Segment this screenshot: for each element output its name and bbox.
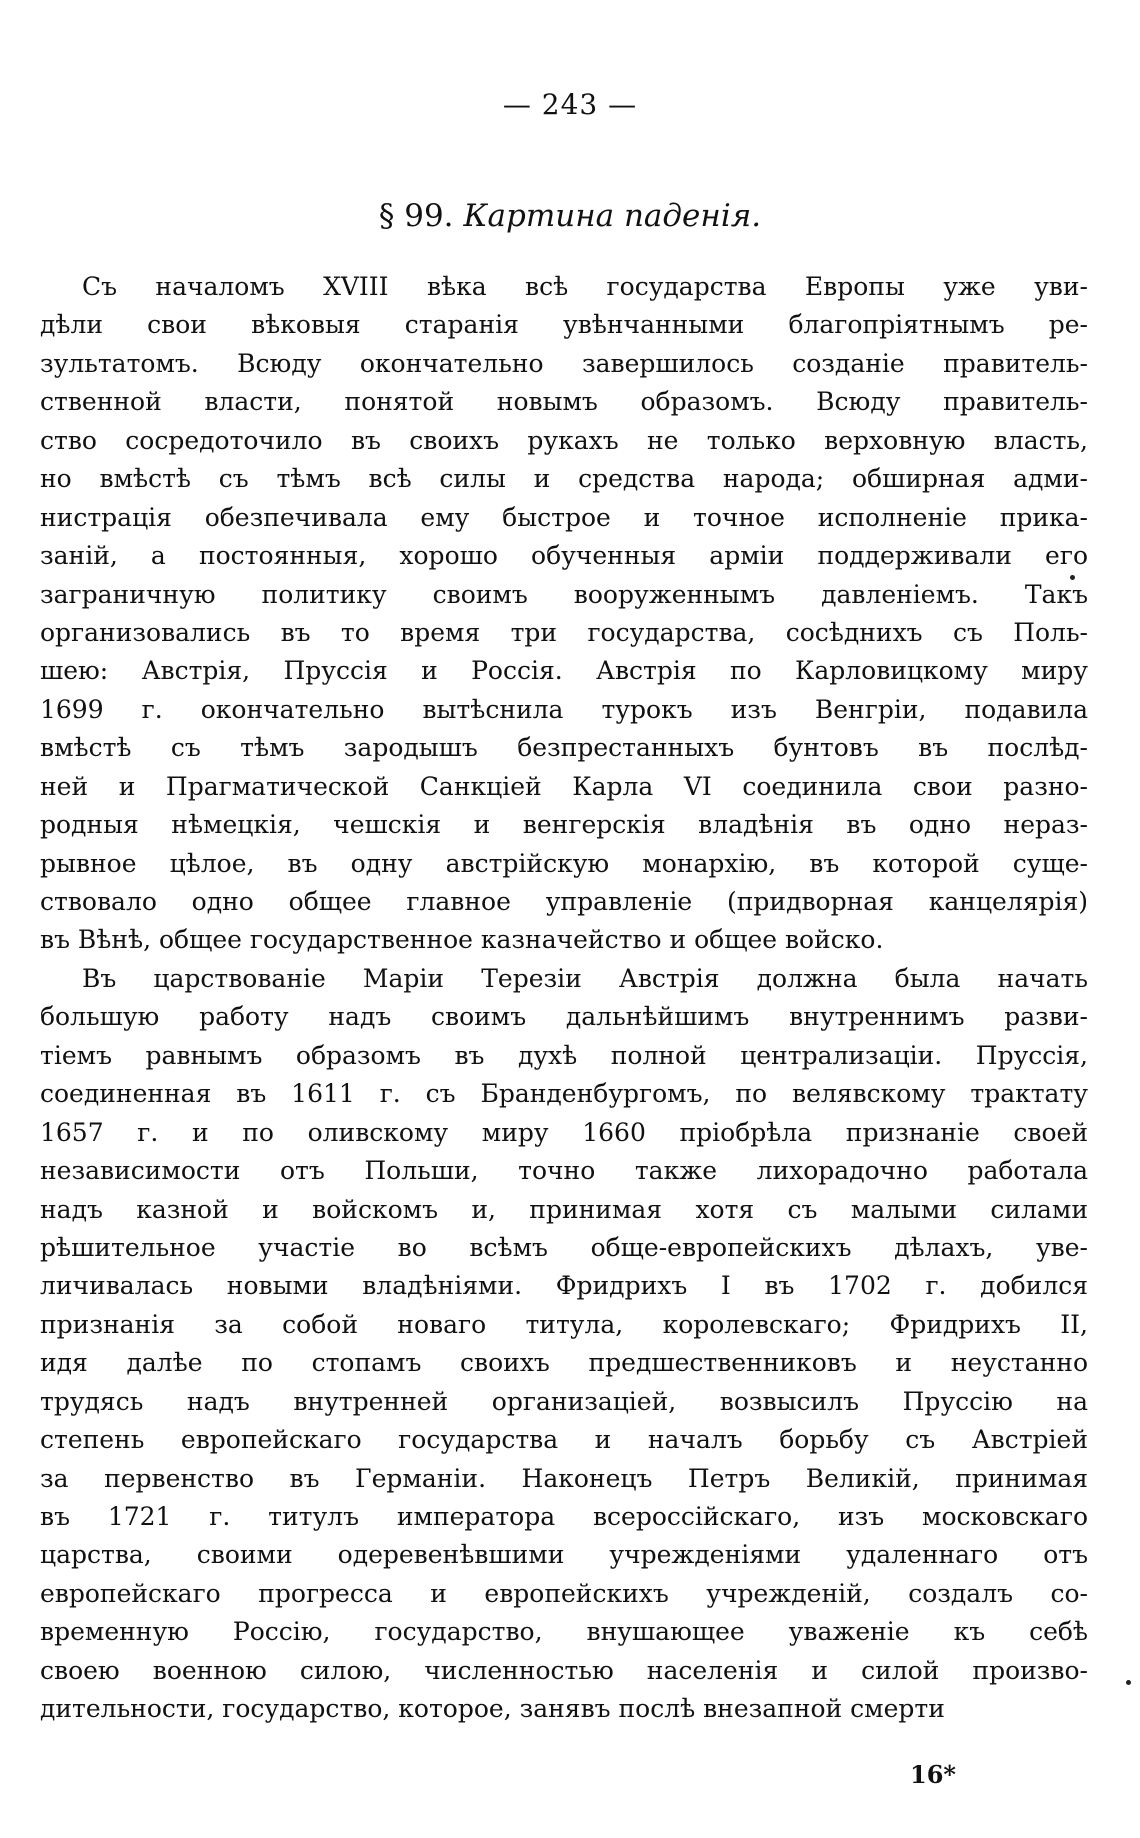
text-line: шею: Австрія, Пруссія и Россія. Австрія по Карловицкому миру	[40, 656, 1088, 686]
scan-speck	[1070, 575, 1075, 580]
text-line: вмѣстѣ съ тѣмъ зародышъ безпрестанныхъ бунтовъ въ послѣд-	[40, 733, 1088, 763]
text-line: за первенство въ Германіи. Наконецъ Петръ Великій, принимая	[40, 1463, 1088, 1493]
text-line: организовались въ то время три государства, сосѣднихъ съ Поль-	[40, 617, 1088, 647]
text-line: ство сосредоточило въ своихъ рукахъ не только верховную власть,	[40, 425, 1088, 455]
text-line: 1657 г. и по оливскому миру 1660 пріобрѣла признаніе своей	[40, 1117, 1088, 1147]
text-line: независимости отъ Польши, точно также лихорадочно работала	[40, 1156, 1088, 1186]
text-line: но вмѣстѣ съ тѣмъ всѣ силы и средства народа; обширная адми-	[40, 464, 1088, 494]
text-line: дительности, государство, которое, занявъ послѣ внезапной смерти	[40, 1694, 945, 1724]
text-line: соединенная въ 1611 г. съ Бранденбургомъ, по велявскому трактату	[40, 1079, 1088, 1109]
text-line: ней и Прагматической Санкціей Карла VI соединила свои разно-	[40, 771, 1088, 801]
text-line: въ Вѣнѣ, общее государственное казначейство и общее войско.	[40, 925, 884, 955]
text-line: временную Россію, государство, внушающее уваженіе къ себѣ	[40, 1617, 1088, 1647]
text-line: большую работу надъ своимъ дальнѣйшимъ внутреннимъ разви-	[40, 1002, 1088, 1032]
text-line: рывное цѣлое, въ одну австрійскую монархію, въ которой суще-	[40, 848, 1088, 878]
text-line: рѣшительное участіе во всѣмъ обще-европейскихъ дѣлахъ, уве-	[40, 1232, 1088, 1262]
text-line: родныя нѣмецкія, чешскія и венгерскія владѣнія въ одно нераз-	[40, 810, 1088, 840]
text-line: своею военною силою, численностью населенія и силой произво-	[40, 1655, 1088, 1685]
text-line: тіемъ равнымъ образомъ въ духѣ полной централизаціи. Пруссія,	[40, 1040, 1088, 1070]
text-line: европейскаго прогресса и европейскихъ учрежденій, создалъ со-	[40, 1578, 1088, 1608]
text-line: признанія за собой новаго титула, королевскаго; Фридрихъ II,	[40, 1309, 1088, 1339]
text-line: 1699 г. окончательно вытѣснила турокъ изъ Венгріи, подавила	[40, 694, 1088, 724]
text-line: заній, а постоянныя, хорошо обученныя арміи поддерживали его	[40, 541, 1088, 571]
text-line: зультатомъ. Всюду окончательно завершилось созданіе правитель-	[40, 348, 1088, 378]
text-line: заграничную политику своимъ вооруженнымъ давленіемъ. Такъ	[40, 579, 1088, 609]
text-line: нистрація обезпечивала ему быстрое и точное исполненіе прика-	[40, 502, 1088, 532]
text-line: ственной власти, понятой новымъ образомъ. Всюду правитель-	[40, 387, 1088, 417]
text-line: ствовало одно общее главное управленіе (придворная канцелярія)	[40, 887, 1088, 916]
section-heading	[0, 198, 1140, 234]
text-line: идя далѣе по стопамъ своихъ предшественниковъ и неустанно	[40, 1348, 1088, 1378]
scan-speck	[1126, 1680, 1131, 1685]
printer-signature: 16*	[910, 1760, 956, 1789]
text-line: въ 1721 г. титулъ императора всероссійскаго, изъ московскаго	[40, 1502, 1088, 1531]
text-line: Въ царствованіе Маріи Терезіи Австрія должна была начать	[82, 963, 1088, 993]
text-line: дѣли свои вѣковыя старанія увѣнчанными благопріятнымъ ре-	[40, 310, 1088, 340]
text-line: личивалась новыми владѣніями. Фридрихъ I въ 1702 г. добился	[40, 1271, 1088, 1301]
text-line: трудясь надъ внутренней организаціей, возвысилъ Пруссію на	[40, 1386, 1088, 1416]
section-number: § 99.	[378, 198, 454, 234]
body-text	[40, 268, 1088, 1729]
text-line: царства, своими одеревенѣвшими учрежденіями удаленнаго отъ	[40, 1540, 1088, 1570]
section-title: Картина паденія.	[463, 198, 762, 234]
text-line: Съ началомъ XVIII вѣка всѣ государства Европы уже уви-	[82, 272, 1088, 301]
page-number: — 243 —	[502, 88, 638, 121]
text-line: степень европейскаго государства и началъ борьбу съ Австріей	[40, 1425, 1088, 1455]
text-line: надъ казной и войскомъ и, принимая хотя съ малыми силами	[40, 1194, 1088, 1224]
